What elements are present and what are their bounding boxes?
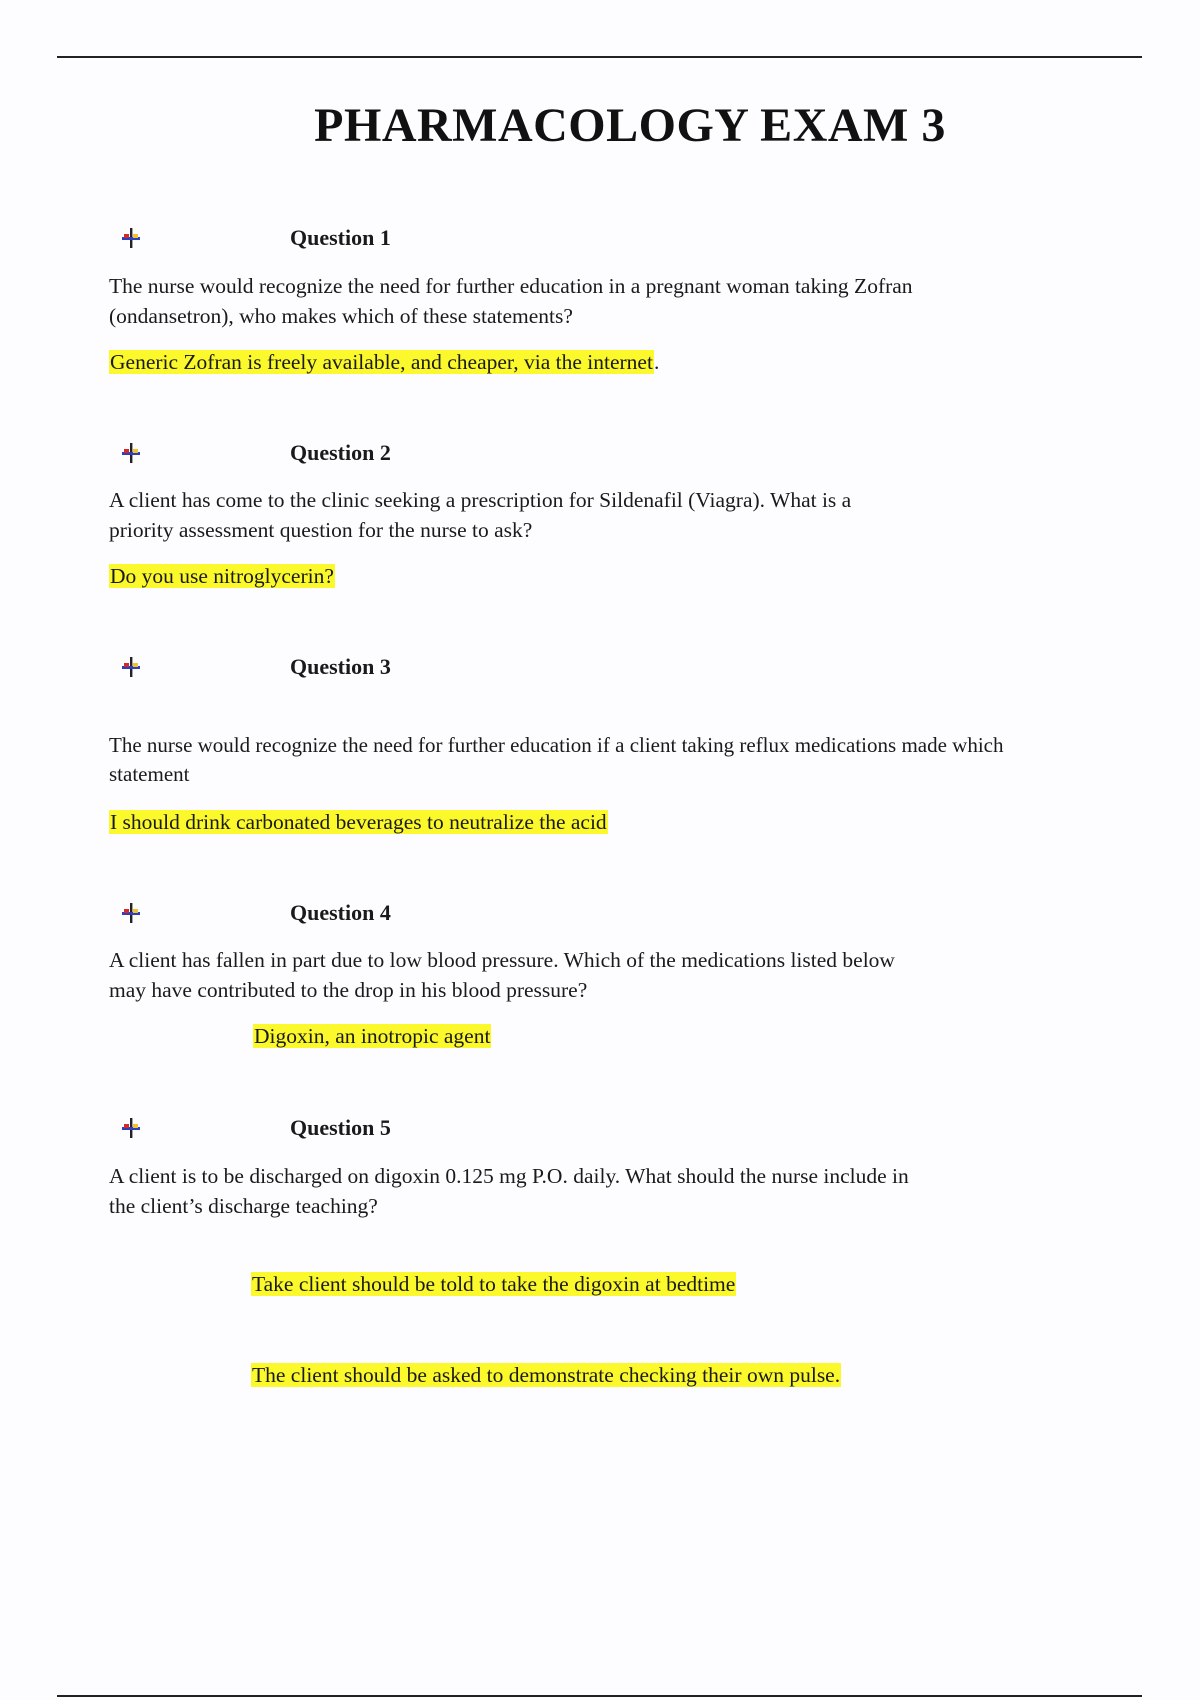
question-label: Question 4 (290, 900, 391, 925)
page-title: PHARMACOLOGY EXAM 3 (314, 99, 946, 152)
highlighted-answer: Do you use nitroglycerin? (110, 564, 334, 588)
highlighted-answer: Digoxin, an inotropic agent (254, 1024, 491, 1048)
question-label: Question 1 (290, 225, 391, 250)
pin-icon (120, 227, 142, 249)
answer-text (251, 1360, 841, 1390)
highlighted-answer: Take client should be told to take the digoxin at bedtime (252, 1272, 736, 1296)
highlighted-answer: I should drink carbonated beverages to neutralize the acid (110, 810, 607, 834)
question-label: Question 2 (290, 440, 391, 465)
question-5-header (120, 1113, 391, 1143)
answer-text (109, 807, 608, 837)
question-label: Question 5 (290, 1115, 391, 1140)
answer-text: Generic Zofran is freely available, and cheaper, via the internet. (110, 350, 660, 374)
highlighted-answer: Generic Zofran is freely available, and cheaper, via the internet (110, 350, 653, 374)
bottom-rule (57, 1695, 1142, 1697)
question-text: A client is to be discharged on digoxin 0.125 mg P.O. daily. What should the nurse include in the client’s discharge teaching? (109, 1164, 909, 1218)
question-text: The nurse would recognize the need for further education in a pregnant woman taking Zofran (ondansetron), who makes which of these statements? (109, 274, 913, 328)
highlighted-answer: The client should be asked to demonstrate checking their own pulse. (252, 1363, 841, 1387)
question-1-header (120, 223, 391, 253)
pin-icon (120, 902, 142, 924)
pin-icon (120, 1117, 142, 1139)
top-rule (57, 56, 1142, 58)
answer-text (109, 561, 335, 591)
pin-icon (120, 442, 142, 464)
question-label: Question 3 (290, 654, 391, 679)
question-4-header (120, 898, 391, 928)
answer-text (253, 1021, 491, 1051)
question-text: A client has come to the clinic seeking a prescription for Sildenafil (Viagra). What is a priority assessment question for the nurse to ask? (109, 488, 852, 542)
question-2-header (120, 438, 391, 468)
answer-text (251, 1269, 736, 1299)
question-text: The nurse would recognize the need for further education if a client taking reflux medications made which statement (109, 733, 1004, 786)
question-3-header (120, 652, 391, 682)
pin-icon (120, 656, 142, 678)
question-text: A client has fallen in part due to low blood pressure. Which of the medications listed below may have contributed to the drop in his blood pressure? (109, 948, 895, 1002)
